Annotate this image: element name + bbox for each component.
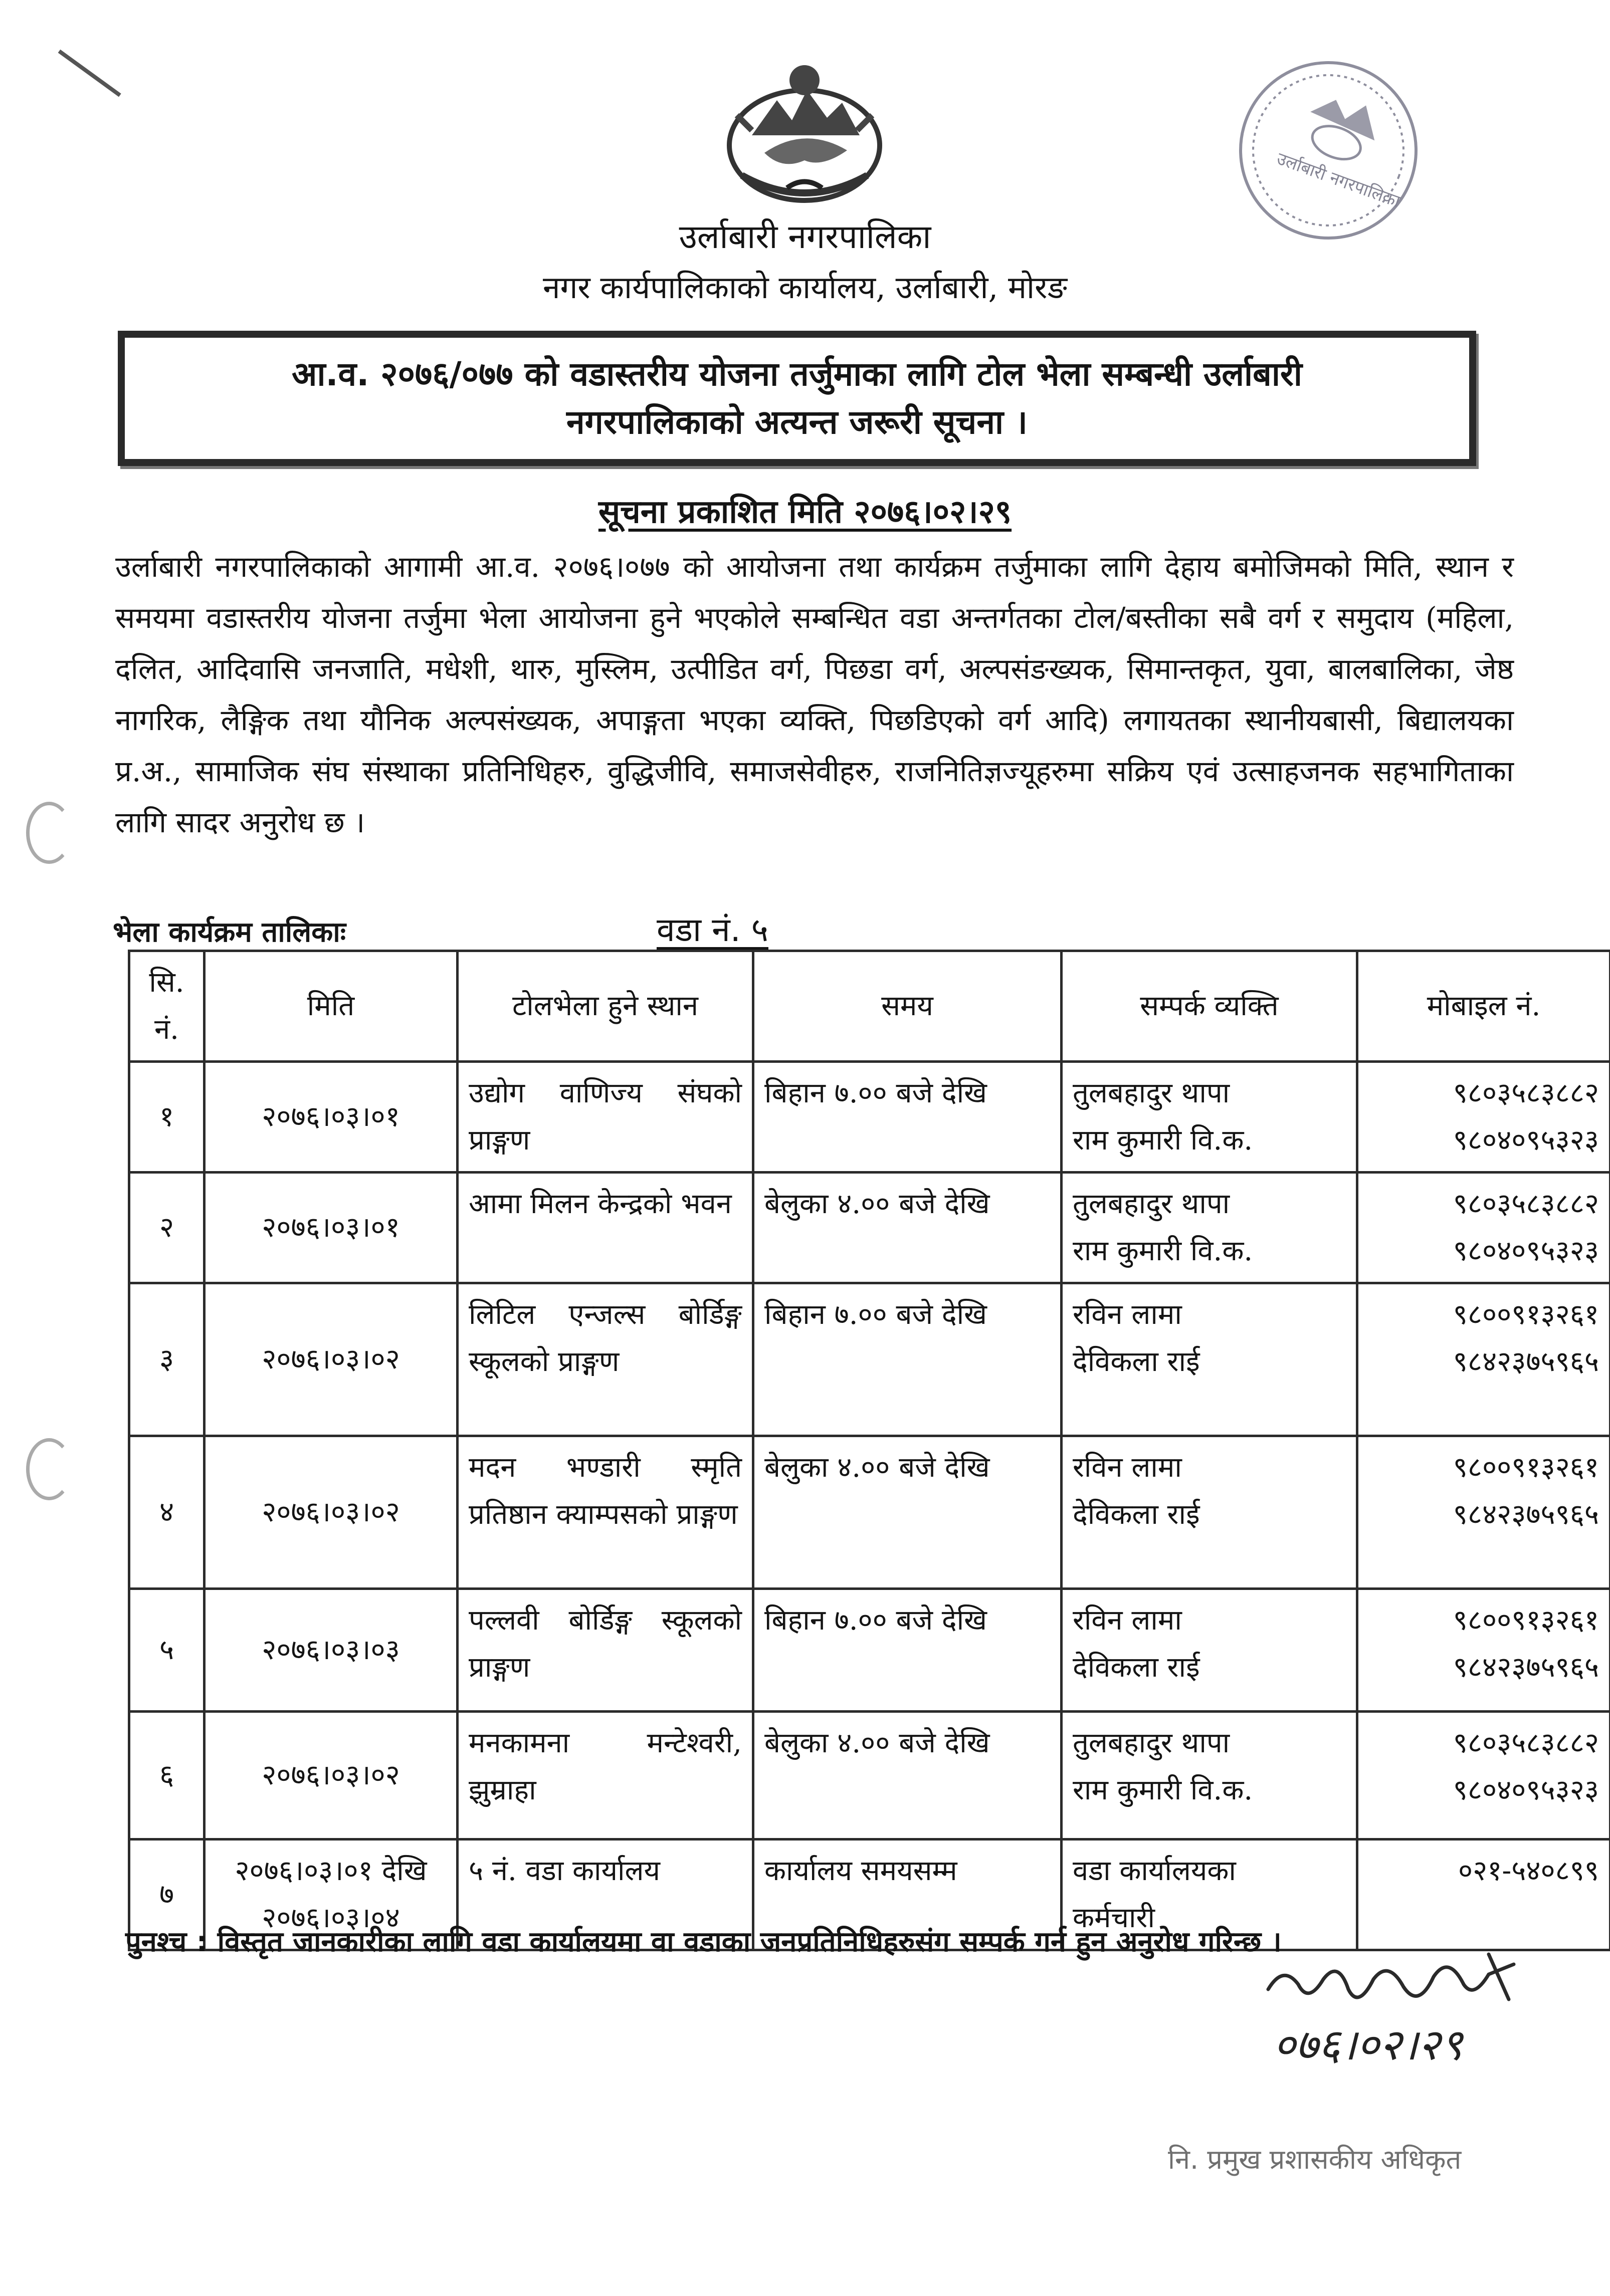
mobile-number: ९८०३५८३८८२: [1453, 1077, 1599, 1109]
nepal-emblem-icon: [722, 60, 887, 210]
cell-contact: [1062, 1712, 1357, 1840]
cell-place: ५ नं. वडा कार्यालय: [458, 1840, 753, 1950]
cell-sn: ६: [129, 1712, 205, 1840]
contact-name: तुलबहादुर थापा: [1073, 1727, 1230, 1759]
header-date: मिति: [205, 951, 458, 1062]
cell-contact: [1062, 1436, 1357, 1589]
mobile-number: ९८०४०९५३२३: [1453, 1124, 1599, 1157]
cell-sn: ३: [129, 1283, 205, 1436]
mobile-number: ९८००९१३२६१: [1453, 1451, 1599, 1484]
table-row: [129, 1283, 1610, 1436]
signature: [1253, 1944, 1534, 2095]
ward-number: वडा नं. ५: [657, 910, 768, 949]
mobile-number: ९८४२३७५९६५: [1453, 1345, 1599, 1378]
cell-time: बिहान ७.०० बजे देखि: [753, 1283, 1062, 1436]
cell-date: २०७६।०३।०२: [205, 1712, 458, 1840]
contact-name: तुलबहादुर थापा: [1073, 1188, 1230, 1220]
cell-sn: ५: [129, 1589, 205, 1712]
table-row: [129, 1436, 1610, 1589]
cell-mobile: [1357, 1173, 1610, 1283]
scan-mark: [58, 50, 121, 97]
contact-name: रविन लामा: [1073, 1298, 1182, 1331]
cell-date: २०७६।०३।०१: [205, 1062, 458, 1173]
contact-name: कर्मचारी: [1073, 1902, 1155, 1934]
signature-date: ०७६।०२।२९: [1273, 2020, 1463, 2070]
intro-paragraph: उर्लाबारी नगरपालिकाको आगामी आ.व. २०७६।०७७ को आयोजना तथा कार्यक्रम तर्जुमाका लागि देहाय बमोजिमको मिति, स्थान र समयमा वडास्तरीय योजना तर्जुमा भेला आयोजना हुने भएकोले सम्बन्धित वडा अन्तर्गतका टोल/बस्तीका सबै वर्ग र समुदाय (महिला, दलित, आदिवासि जनजाति, मधेशी, थारु, मुस्लिम, उत्पीडित वर्ग, पिछडा वर्ग, अल्पसंङख्यक, सिमान्तकृत, युवा, बालबालिका, जेष्ठ नागरिक, लैङ्गिक तथा यौनिक अल्पसंख्यक, अपाङ्गता भएका व्यक्ति, पिछडिएको वर्ग आदि) लगायतका स्थानीयबासी, बिद्यालयका प्र.अ., सामाजिक संघ संस्थाका प्रतिनिधिहरु, वुद्धिजीवि, समाजसेवीहरु, राजनितिज्ञज्यूहरुमा सक्रिय एवं उत्साहजनक सहभागिताका लागि सादर अनुरोध छ ।: [115, 550, 1514, 839]
schedule-table: [128, 950, 1610, 1951]
cell-place: मदन भण्डारी स्मृति प्रतिष्ठान क्याम्पसको प्राङ्गण: [458, 1436, 753, 1589]
punch-hole: [26, 802, 72, 864]
header-mobile: मोबाइल नं.: [1357, 951, 1610, 1062]
notice-title: [118, 331, 1476, 466]
cell-date: २०७६।०३।०१ देखि २०७६।०३।०४: [205, 1840, 458, 1950]
table-row: [129, 1173, 1610, 1283]
mobile-number: ९८०४०९५३२३: [1453, 1235, 1599, 1267]
cell-place: आमा मिलन केन्द्रको भवन: [458, 1173, 753, 1283]
table-header-row: [129, 951, 1610, 1062]
cell-mobile: [1357, 1712, 1610, 1840]
cell-sn: ७: [129, 1840, 205, 1950]
contact-name: देविकला राई: [1073, 1498, 1200, 1531]
cell-time: बेलुका ४.०० बजे देखि: [753, 1712, 1062, 1840]
header-place: टोलभेला हुने स्थान: [458, 951, 753, 1062]
cell-place: मनकामना मन्टेश्वरी, झुम्राहा: [458, 1712, 753, 1840]
publication-date: [0, 489, 1610, 532]
table-row: [129, 1589, 1610, 1712]
cell-date: २०७६।०३।०१: [205, 1173, 458, 1283]
mobile-number: ९८४२३७५९६५: [1453, 1498, 1599, 1531]
mobile-number: ०२१-५४०८९९: [1458, 1855, 1599, 1887]
cell-contact: [1062, 1283, 1357, 1436]
header-time: समय: [753, 951, 1062, 1062]
cell-time: बिहान ७.०० बजे देखि: [753, 1062, 1062, 1173]
designation: नि. प्रमुख प्रशासकीय अधिकृत: [1168, 2144, 1462, 2175]
publication-date-text: सूचना प्रकाशित मिति २०७६।०२।२९: [598, 494, 1012, 531]
cell-date: २०७६।०३।०२: [205, 1283, 458, 1436]
table-row: [129, 1712, 1610, 1840]
cell-mobile: [1357, 1062, 1610, 1173]
contact-name: तुलबहादुर थापा: [1073, 1077, 1230, 1109]
cell-date: २०७६।०३।०३: [205, 1589, 458, 1712]
mobile-number: ९८०३५८३८८२: [1453, 1188, 1599, 1220]
cell-sn: २: [129, 1173, 205, 1283]
cell-time: बेलुका ४.०० बजे देखि: [753, 1436, 1062, 1589]
contact-name: राम कुमारी वि.क.: [1073, 1124, 1253, 1157]
contact-name: राम कुमारी वि.क.: [1073, 1235, 1253, 1267]
cell-sn: ४: [129, 1436, 205, 1589]
contact-name: रविन लामा: [1073, 1604, 1182, 1637]
cell-contact: [1062, 1062, 1357, 1173]
cell-mobile: [1357, 1283, 1610, 1436]
org-name: उर्लाबारी नगरपालिका: [679, 217, 931, 256]
contact-name: राम कुमारी वि.क.: [1073, 1774, 1253, 1806]
contact-name: वडा कार्यालयका: [1073, 1855, 1236, 1887]
punch-hole: [26, 1438, 72, 1500]
mobile-number: ९८४२३७५९६५: [1453, 1651, 1599, 1684]
table-row: [129, 1062, 1610, 1173]
header-contact: सम्पर्क व्यक्ति: [1062, 951, 1357, 1062]
seal-text: उर्लाबारी नगरपालिका: [1274, 148, 1403, 212]
cell-time: बिहान ७.०० बजे देखि: [753, 1589, 1062, 1712]
mobile-number: ९८०३५८३८८२: [1453, 1727, 1599, 1759]
office-name: नगर कार्यपालिकाको कार्यालय, उर्लाबारी, मोरङ: [543, 269, 1067, 306]
cell-date: २०७६।०३।०२: [205, 1436, 458, 1589]
cell-contact: [1062, 1589, 1357, 1712]
cell-mobile: [1357, 1840, 1610, 1950]
postscript: पुनश्च : विस्तृत जानकारीका लागि वडा कार्यालयमा वा वडाका जनप्रतिनिधिहरुसंग सम्पर्क गर्न हुन अनुरोध गरिन्छ ।: [125, 1926, 1282, 1958]
cell-place: उद्योग वाणिज्य संघको प्राङ्गण: [458, 1062, 753, 1173]
cell-time: बेलुका ४.०० बजे देखि: [753, 1173, 1062, 1283]
cell-mobile: [1357, 1436, 1610, 1589]
schedule-label: भेला कार्यक्रम तालिकाः: [113, 916, 346, 949]
cell-sn: १: [129, 1062, 205, 1173]
cell-place: लिटिल एन्जल्स बोर्डिङ्ग स्कूलको प्राङ्गण: [458, 1283, 753, 1436]
mobile-number: ९८००९१३२६१: [1453, 1604, 1599, 1637]
cell-mobile: [1357, 1589, 1610, 1712]
header-sn: सि. नं.: [129, 951, 205, 1062]
contact-name: देविकला राई: [1073, 1345, 1200, 1378]
title-line-2: नगरपालिकाको अत्यन्त जरूरी सूचना ।: [566, 403, 1028, 441]
cell-time: कार्यालय समयसम्म: [753, 1840, 1062, 1950]
title-line-1: आ.व. २०७६/०७७ को वडास्तरीय योजना तर्जुमाका लागि टोल भेला सम्बन्धी उर्लाबारी: [292, 355, 1302, 393]
cell-contact: [1062, 1173, 1357, 1283]
cell-place: पल्लवी बोर्डिङ्ग स्कूलको प्राङ्गण: [458, 1589, 753, 1712]
contact-name: देविकला राई: [1073, 1651, 1200, 1684]
mobile-number: ९८००९१३२६१: [1453, 1298, 1599, 1331]
contact-name: रविन लामा: [1073, 1451, 1182, 1484]
mobile-number: ९८०४०९५३२३: [1453, 1774, 1599, 1806]
